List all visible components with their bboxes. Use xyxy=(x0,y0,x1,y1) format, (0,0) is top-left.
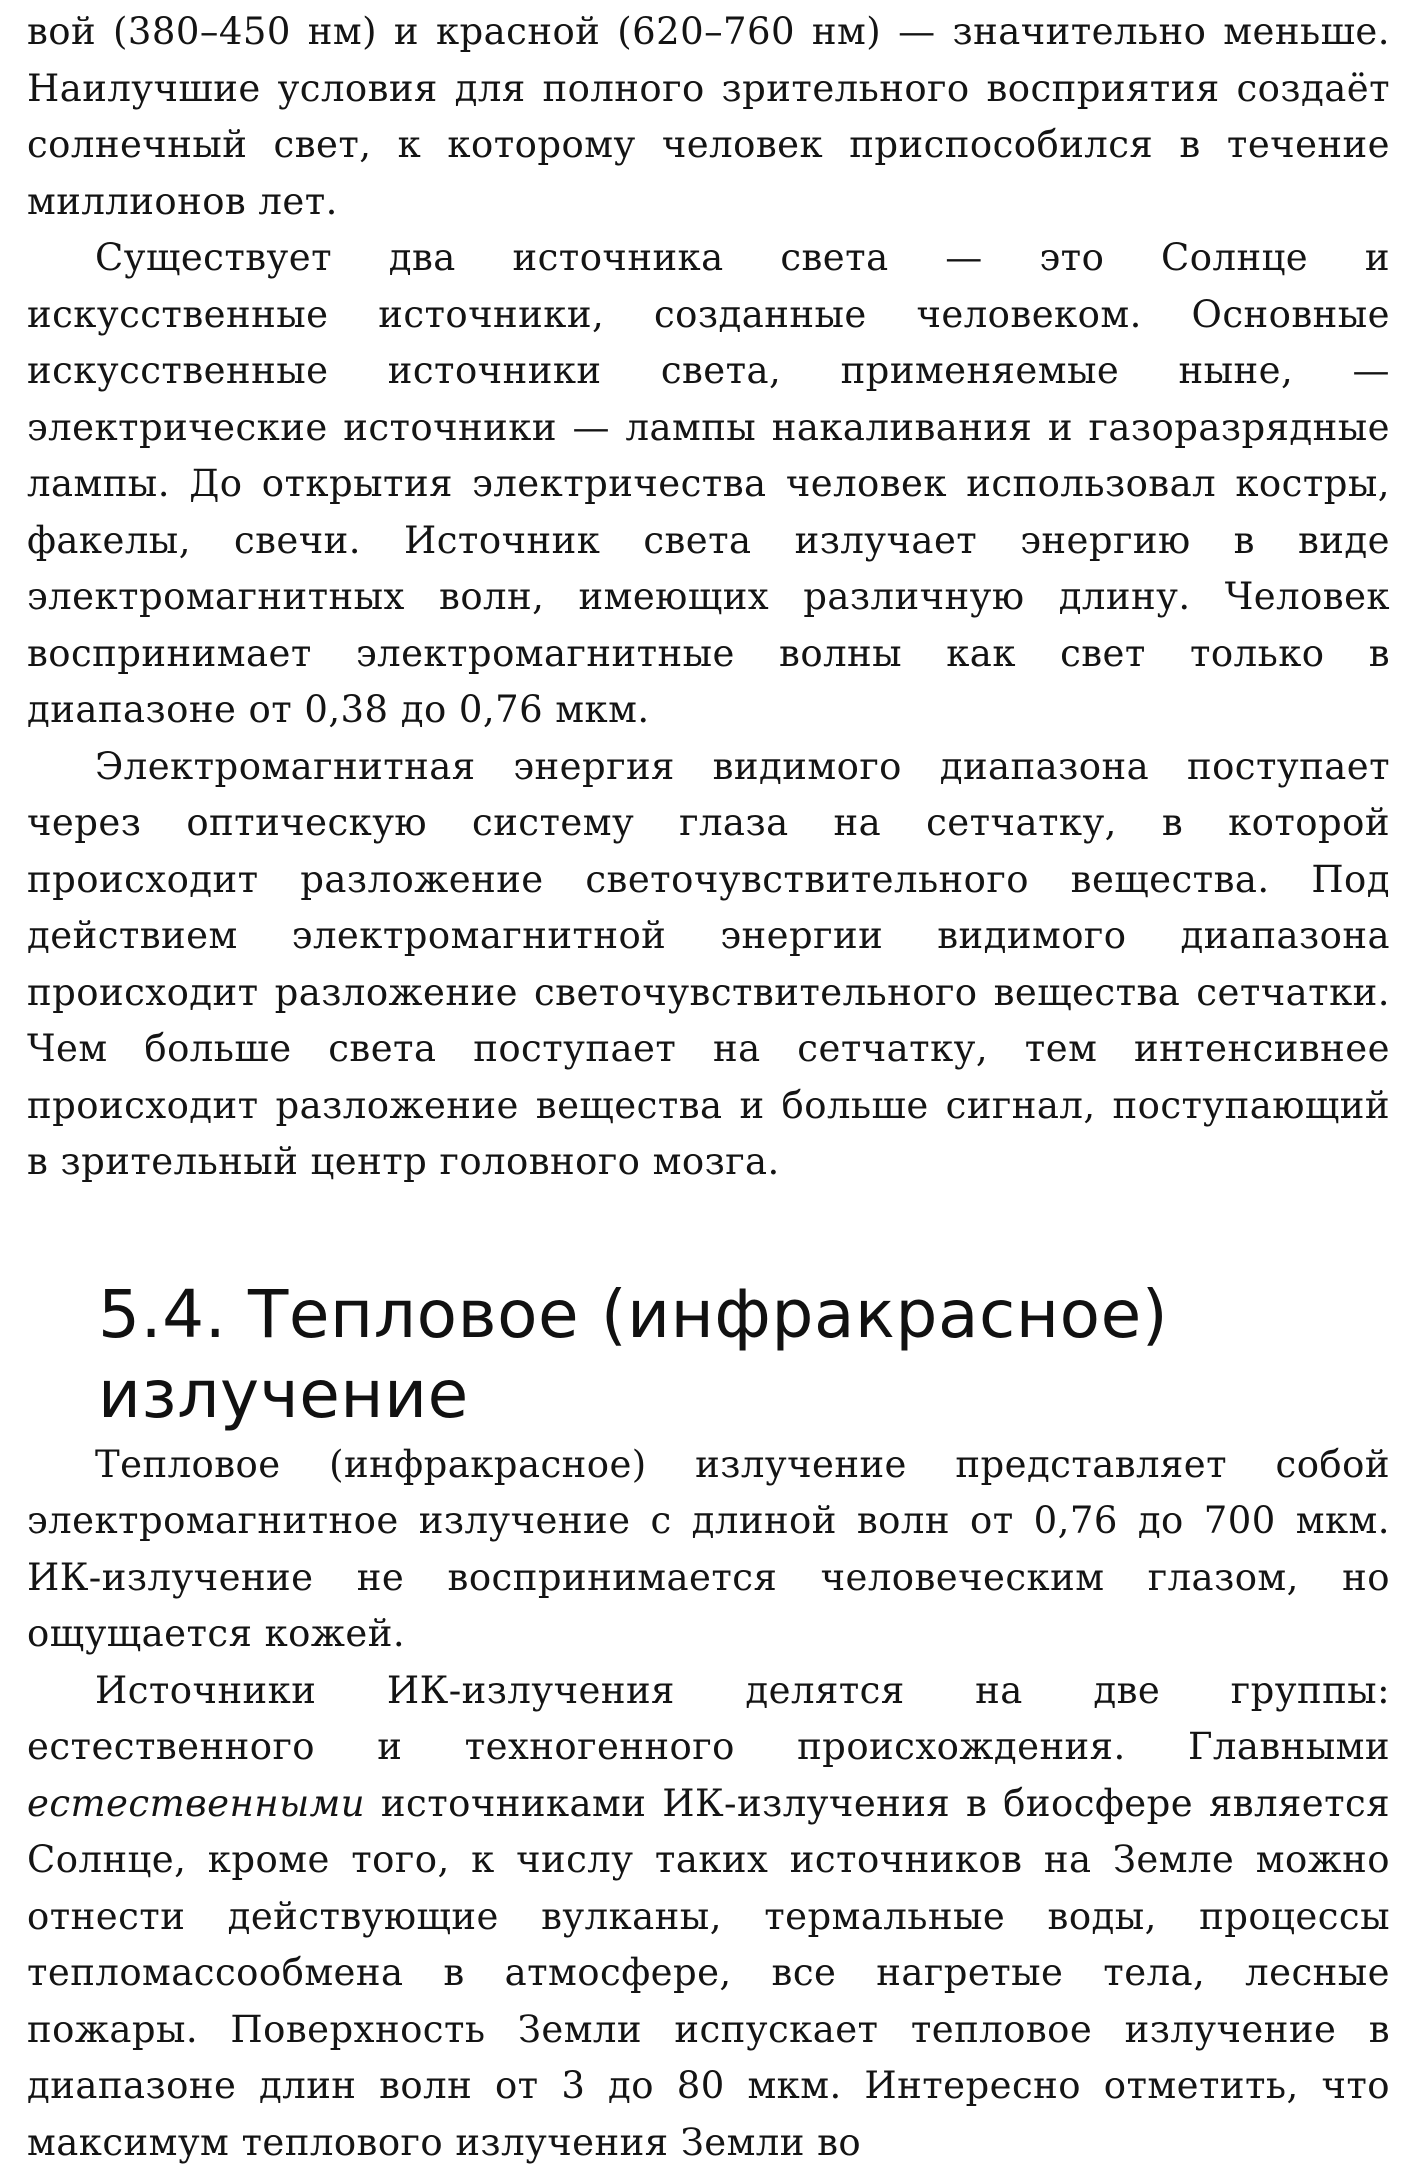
section-title: Тепловое (инфракрасное) излучение xyxy=(98,1276,1168,1433)
paragraph-light-sources: Существует два источника света — это Солнце и искусственные источники, созданные человеком. Основные искусственные источники света, применяемые ныне, — электрические источники — лампы накаливания и газоразрядные лампы. До открытия электричества человек использовал костры, факелы, свечи. Источник света излучает энергию в виде электромагнитных волн, имеющих различную длину. Человек воспринимает электромагнитные волны как свет только в диапазоне от 0,38 до 0,76 мкм. xyxy=(27,230,1390,739)
paragraph-ir-sources xyxy=(27,1663,1390,2171)
section-number: 5.4. xyxy=(98,1276,226,1353)
paragraph-ir-sources-part1: Источники ИК-излучения делятся на две группы: естественного и техногенного происхождения. Главными xyxy=(27,1669,1390,1769)
emphasis-natural: естественными xyxy=(27,1782,365,1825)
section-heading xyxy=(98,1275,1390,1435)
paragraph-electromagnetic-energy: Электромагнитная энергия видимого диапазона поступает через оптическую систему глаза на сетчатку, в которой происходит разложение светочувствительного вещества. Под действием электромагнитной энергии видимого диапазона происходит разложение светочувствительного вещества сетчатки. Чем больше света поступает на сетчатку, тем интенсивнее происходит разложение вещества и больше сигнал, поступающий в зрительный центр головного мозга. xyxy=(27,739,1390,1191)
paragraph-continuation: вой (380–450 нм) и красной (620–760 нм) — значительно меньше. Наилучшие условия для полного зрительного восприятия создаёт солнечный свет, к которому человек приспособился в течение миллионов лет. xyxy=(27,4,1390,230)
paragraph-ir-sources-part2: источниками ИК-излучения в биосфере является Солнце, кроме того, к числу таких источников на Земле можно отнести действующие вулканы, термальные воды, процессы тепломассообмена в атмосфере, все нагретые тела, лесные пожары. Поверхность Земли испускает тепловое излучение в диапазоне длин волн от 3 до 80 мкм. Интересно отметить, что максимум теплового излучения Земли во xyxy=(27,1782,1390,2164)
paragraph-ir-definition: Тепловое (инфракрасное) излучение представляет собой электромагнитное излучение с длиной волн от 0,76 до 700 мкм. ИК-излучение не воспринимается человеческим глазом, но ощущается кожей. xyxy=(27,1437,1390,1663)
